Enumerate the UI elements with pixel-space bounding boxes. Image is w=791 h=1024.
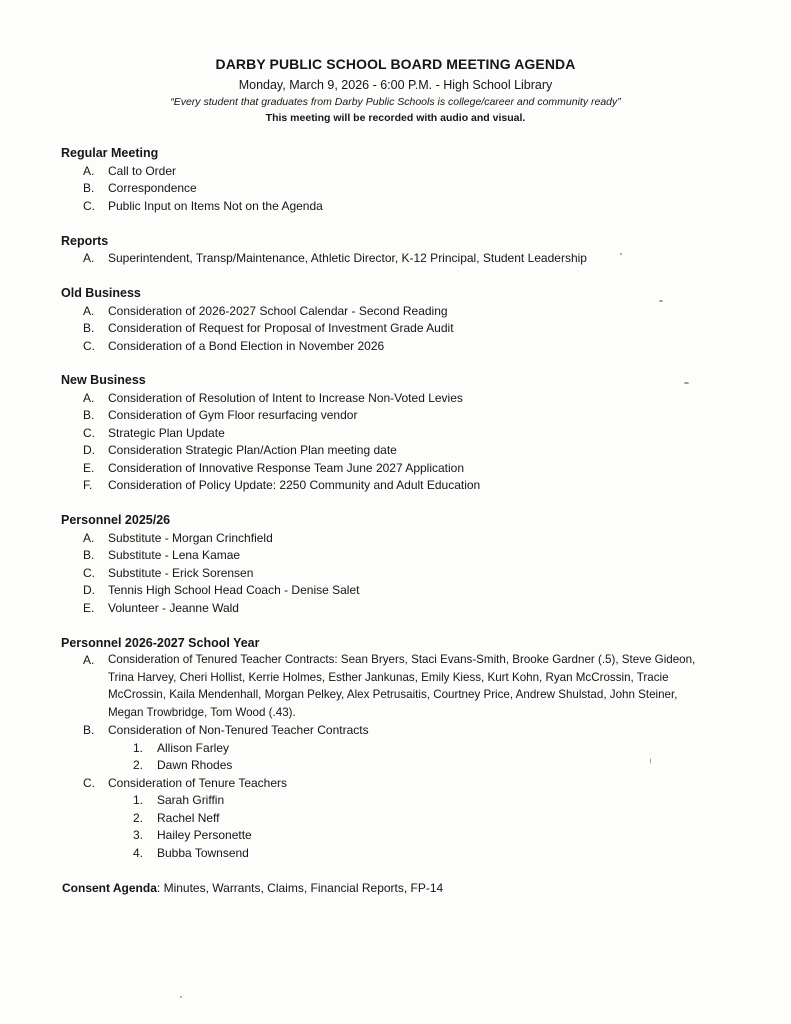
list-marker: A.	[83, 653, 95, 667]
list-marker: B.	[83, 181, 95, 195]
list-item-text: Consideration Strategic Plan/Action Plan meeting date	[108, 443, 397, 457]
list-marker: 1.	[133, 793, 144, 807]
section-heading-personnel-2025: Personnel 2025/26	[61, 513, 171, 527]
list-item-text: McCrossin, Kaila Mendenhall, Morgan Pelkey, Alex Petrusaitis, Courtney Price, Andrew Shulstad, John Steiner,	[108, 688, 678, 701]
recording-notice: This meeting will be recorded with audio and visual.	[265, 112, 526, 124]
list-item-text: Public Input on Items Not on the Agenda	[108, 199, 323, 213]
list-item-text: Allison Farley	[157, 741, 230, 755]
list-marker: B.	[83, 723, 95, 737]
list-marker: F.	[83, 478, 93, 492]
list-item-text: Consideration of a Bond Election in November 2026	[108, 339, 385, 353]
list-item-text: Consideration of Innovative Response Team June 2027 Application	[108, 461, 465, 475]
list-marker: 1.	[133, 741, 144, 755]
consent-agenda	[62, 881, 443, 895]
list-item-text: Consideration of Request for Proposal of Investment Grade Audit	[108, 321, 454, 335]
list-marker: B.	[83, 321, 95, 335]
list-item-text: Substitute - Erick Sorensen	[108, 566, 254, 580]
list-marker: A.	[83, 164, 95, 178]
list-marker: E.	[83, 461, 95, 475]
list-item-text: Correspondence	[108, 181, 197, 195]
list-marker: 2.	[133, 758, 144, 772]
list-item-text: Substitute - Lena Kamae	[108, 548, 241, 562]
list-item-text: Strategic Plan Update	[108, 426, 225, 440]
list-item-text: Call to Order	[108, 164, 177, 178]
list-item-text: Substitute - Morgan Crinchfield	[108, 531, 273, 545]
list-marker: B.	[83, 548, 95, 562]
list-marker: D.	[83, 443, 95, 457]
list-marker: A.	[83, 391, 95, 405]
scan-speck	[180, 996, 182, 998]
list-marker: A.	[83, 531, 95, 545]
list-item-text: Consideration of Non-Tenured Teacher Contracts	[108, 723, 369, 737]
list-item-text: Consideration of Gym Floor resurfacing vendor	[108, 408, 358, 422]
list-marker: A.	[83, 304, 95, 318]
scan-speck	[620, 253, 622, 255]
scan-speck	[684, 382, 689, 384]
list-item-text: Trina Harvey, Cheri Hollist, Kerrie Holmes, Esther Jankunas, Emily Kiess, Kurt Kohn, Ryan McCrossin, Tracie	[108, 671, 669, 684]
list-item-text: Consideration of Tenured Teacher Contracts: Sean Bryers, Staci Evans-Smith, Brooke Gardner (.5), Steve Gideon,	[108, 653, 696, 666]
consent-agenda-text: : Minutes, Warrants, Claims, Financial Reports, FP-14	[156, 881, 444, 895]
list-marker: 4.	[133, 846, 144, 860]
list-marker: C.	[83, 199, 95, 213]
list-item-text: Consideration of Policy Update: 2250 Community and Adult Education	[108, 478, 481, 492]
page-title: DARBY PUBLIC SCHOOL BOARD MEETING AGENDA	[215, 56, 576, 72]
section-heading-reports: Reports	[61, 234, 109, 248]
list-marker: 3.	[133, 828, 144, 842]
list-item-text: Volunteer - Jeanne Wald	[108, 601, 239, 615]
mission-statement: “Every student that graduates from Darby Public Schools is college/career and community ready”	[170, 96, 621, 108]
section-heading-new-business: New Business	[61, 373, 146, 387]
list-marker: B.	[83, 408, 95, 422]
list-item-text: Consideration of 2026-2027 School Calendar - Second Reading	[108, 304, 448, 318]
list-item-text: Consideration of Resolution of Intent to Increase Non-Voted Levies	[108, 391, 463, 405]
list-item-text: Sarah Griffin	[157, 793, 225, 807]
list-item-text: Consideration of Tenure Teachers	[108, 776, 288, 790]
list-marker: C.	[83, 339, 95, 353]
list-marker: D.	[83, 583, 95, 597]
list-marker: C.	[83, 426, 95, 440]
list-item-text: Rachel Neff	[157, 811, 220, 825]
scan-speck	[659, 300, 663, 302]
list-item-text: Tennis High School Head Coach - Denise Salet	[108, 583, 360, 597]
list-marker: A.	[83, 251, 95, 265]
section-heading-old-business: Old Business	[61, 286, 141, 300]
list-item-text: Bubba Townsend	[157, 846, 249, 860]
list-marker: C.	[83, 566, 95, 580]
section-heading-personnel-2026: Personnel 2026-2027 School Year	[61, 636, 260, 650]
list-item-text: Megan Trowbridge, Tom Wood (.43).	[108, 706, 296, 719]
list-marker: C.	[83, 776, 95, 790]
list-item-text: Dawn Rhodes	[157, 758, 233, 772]
consent-agenda-label: Consent Agenda	[62, 881, 157, 895]
list-item-text: Superintendent, Transp/Maintenance, Athletic Director, K-12 Principal, Student Leadership	[108, 251, 587, 265]
scan-speck	[650, 758, 651, 764]
list-marker: E.	[83, 601, 95, 615]
meeting-datetime-location: Monday, March 9, 2026 - 6:00 P.M. - High School Library	[238, 78, 553, 92]
list-item-text: Hailey Personette	[157, 828, 252, 842]
list-marker: 2.	[133, 811, 144, 825]
section-heading-regular-meeting: Regular Meeting	[61, 146, 159, 160]
